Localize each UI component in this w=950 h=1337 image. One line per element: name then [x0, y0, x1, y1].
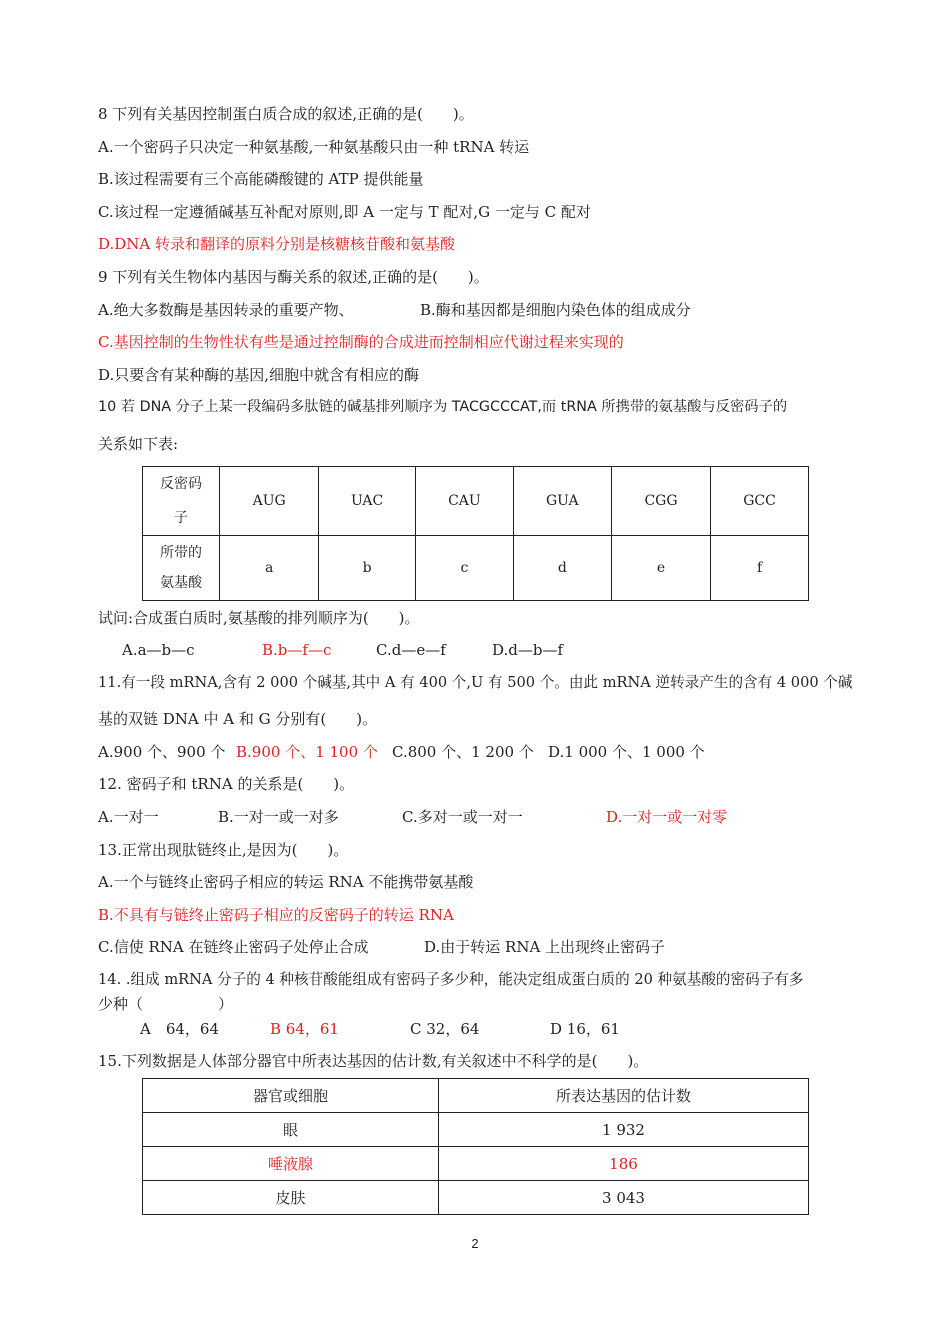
q10-option-c: C.d—e—f: [376, 641, 446, 659]
table-header-cell: [143, 536, 220, 601]
q15-stem: 15.下列数据是人体部分器官中所表达基因的估计数,有关叙述中不科学的是( )。: [98, 1052, 649, 1070]
header-text: 反密码: [160, 476, 202, 492]
q12-option-a: A.一对一: [98, 808, 159, 826]
header-text: 氨基酸: [160, 575, 202, 591]
q8-option-b: B.该过程需要有三个高能磷酸键的 ATP 提供能量: [98, 170, 424, 188]
table-row: [143, 1147, 809, 1181]
table-cell: UAC: [319, 467, 416, 536]
q10-stem-line1: 10 若 DNA 分子上某一段编码多肽链的碱基排列顺序为 TACGCCCAT,而 tRNA 所携带的氨基酸与反密码子的: [98, 399, 788, 415]
table-cell: b: [319, 536, 416, 601]
q13-option-b-answer: B.不具有与链终止密码子相应的反密码子的转运 RNA: [98, 906, 454, 924]
table-row: [143, 1181, 809, 1215]
q8-option-d-answer: D.DNA 转录和翻译的原料分别是核糖核苷酸和氨基酸: [98, 235, 456, 253]
q12-option-d-answer: D.一对一或一对零: [606, 808, 728, 826]
q14-option-c: C 32，64: [410, 1020, 480, 1038]
gene-expression-table: [142, 1078, 809, 1215]
table-row: [143, 1113, 809, 1147]
q14-option-a: A 64，64: [140, 1020, 220, 1038]
q10-option-b-answer: B.b—f—c: [262, 641, 332, 659]
q9-stem: 9 下列有关生物体内基因与酶关系的叙述,正确的是( )。: [98, 268, 489, 286]
table-cell: c: [415, 536, 513, 601]
table-cell: e: [611, 536, 710, 601]
table-cell-answer: 唾液腺: [143, 1147, 439, 1181]
table-cell-answer: 186: [439, 1147, 809, 1181]
q12-option-b: B.一对一或一对多: [218, 808, 339, 826]
q12-stem: 12. 密码子和 tRNA 的关系是( )。: [98, 775, 355, 793]
q14-stem-line2: 少种（ ）: [98, 995, 234, 1013]
q9-option-d: D.只要含有某种酶的基因,细胞中就含有相应的酶: [98, 366, 420, 384]
q10-option-a: A.a—b—c: [122, 641, 195, 659]
q14-stem-line1: 14. .组成 mRNA 分子的 4 种核苷酸能组成有密码子多少种，能决定组成蛋白质的 20 种氨基酸的密码子有多: [98, 971, 804, 988]
table-header-cell: 所表达基因的估计数: [439, 1079, 809, 1113]
q14-option-d: D 16，61: [550, 1020, 620, 1038]
table-cell: 皮肤: [143, 1181, 439, 1215]
table-row: [143, 467, 809, 536]
table-header-cell: [143, 467, 220, 536]
table-cell: CAU: [415, 467, 513, 536]
table-cell: a: [220, 536, 319, 601]
table-cell: d: [513, 536, 611, 601]
q11-stem-line2: 基的双链 DNA 中 A 和 G 分别有( )。: [98, 710, 378, 728]
q13-option-a: A.一个与链终止密码子相应的转运 RNA 不能携带氨基酸: [98, 873, 474, 891]
q11-stem-line1: 11.有一段 mRNA,含有 2 000 个碱基,其中 A 有 400 个,U 有 500 个。由此 mRNA 逆转录产生的含有 4 000 个碱: [98, 674, 853, 691]
q9-option-a: A.绝大多数酶是基因转录的重要产物、: [98, 301, 354, 319]
q10-stem-line2: 关系如下表:: [98, 435, 179, 453]
table-cell: 眼: [143, 1113, 439, 1147]
q11-option-a: A.900 个、900 个: [98, 743, 226, 761]
q9-option-c-answer: C.基因控制的生物性状有些是通过控制酶的合成进而控制相应代谢过程来实现的: [98, 333, 624, 351]
table-cell: 3 043: [439, 1181, 809, 1215]
table-row: [143, 1079, 809, 1113]
q13-option-d: D.由于转运 RNA 上出现终止密码子: [424, 938, 666, 956]
q14-option-b-answer: B 64，61: [270, 1020, 339, 1038]
q11-option-d: D.1 000 个、1 000 个: [548, 743, 705, 761]
q11-option-b-answer: B.900 个、1 100 个: [236, 743, 378, 761]
table-cell: GUA: [513, 467, 611, 536]
table-row: [143, 536, 809, 601]
q13-stem: 13.正常出现肽链终止,是因为( )。: [98, 841, 349, 859]
table-cell: 1 932: [439, 1113, 809, 1147]
header-text: 所带的: [160, 545, 202, 561]
table-cell: GCC: [711, 467, 809, 536]
q8-stem: 8 下列有关基因控制蛋白质合成的叙述,正确的是( )。: [98, 105, 474, 123]
page-number: 2: [471, 1236, 479, 1251]
table-cell: AUG: [220, 467, 319, 536]
q8-option-c: C.该过程一定遵循碱基互补配对原则,即 A 一定与 T 配对,G 一定与 C 配对: [98, 203, 591, 221]
q11-option-c: C.800 个、1 200 个: [392, 743, 534, 761]
table-cell: CGG: [611, 467, 710, 536]
q12-option-c: C.多对一或一对一: [402, 808, 523, 826]
table-cell: f: [711, 536, 809, 601]
q13-option-c: C.信使 RNA 在链终止密码子处停止合成: [98, 938, 369, 956]
q10-question: 试问:合成蛋白质时,氨基酸的排列顺序为( )。: [98, 609, 420, 627]
table-header-cell: 器官或细胞: [143, 1079, 439, 1113]
q8-option-a: A.一个密码子只决定一种氨基酸,一种氨基酸只由一种 tRNA 转运: [98, 138, 530, 156]
q9-option-b: B.酶和基因都是细胞内染色体的组成成分: [420, 301, 691, 319]
q10-option-d: D.d—b—f: [492, 641, 564, 659]
header-text: 子: [174, 510, 188, 526]
anticodon-table: [142, 466, 809, 601]
